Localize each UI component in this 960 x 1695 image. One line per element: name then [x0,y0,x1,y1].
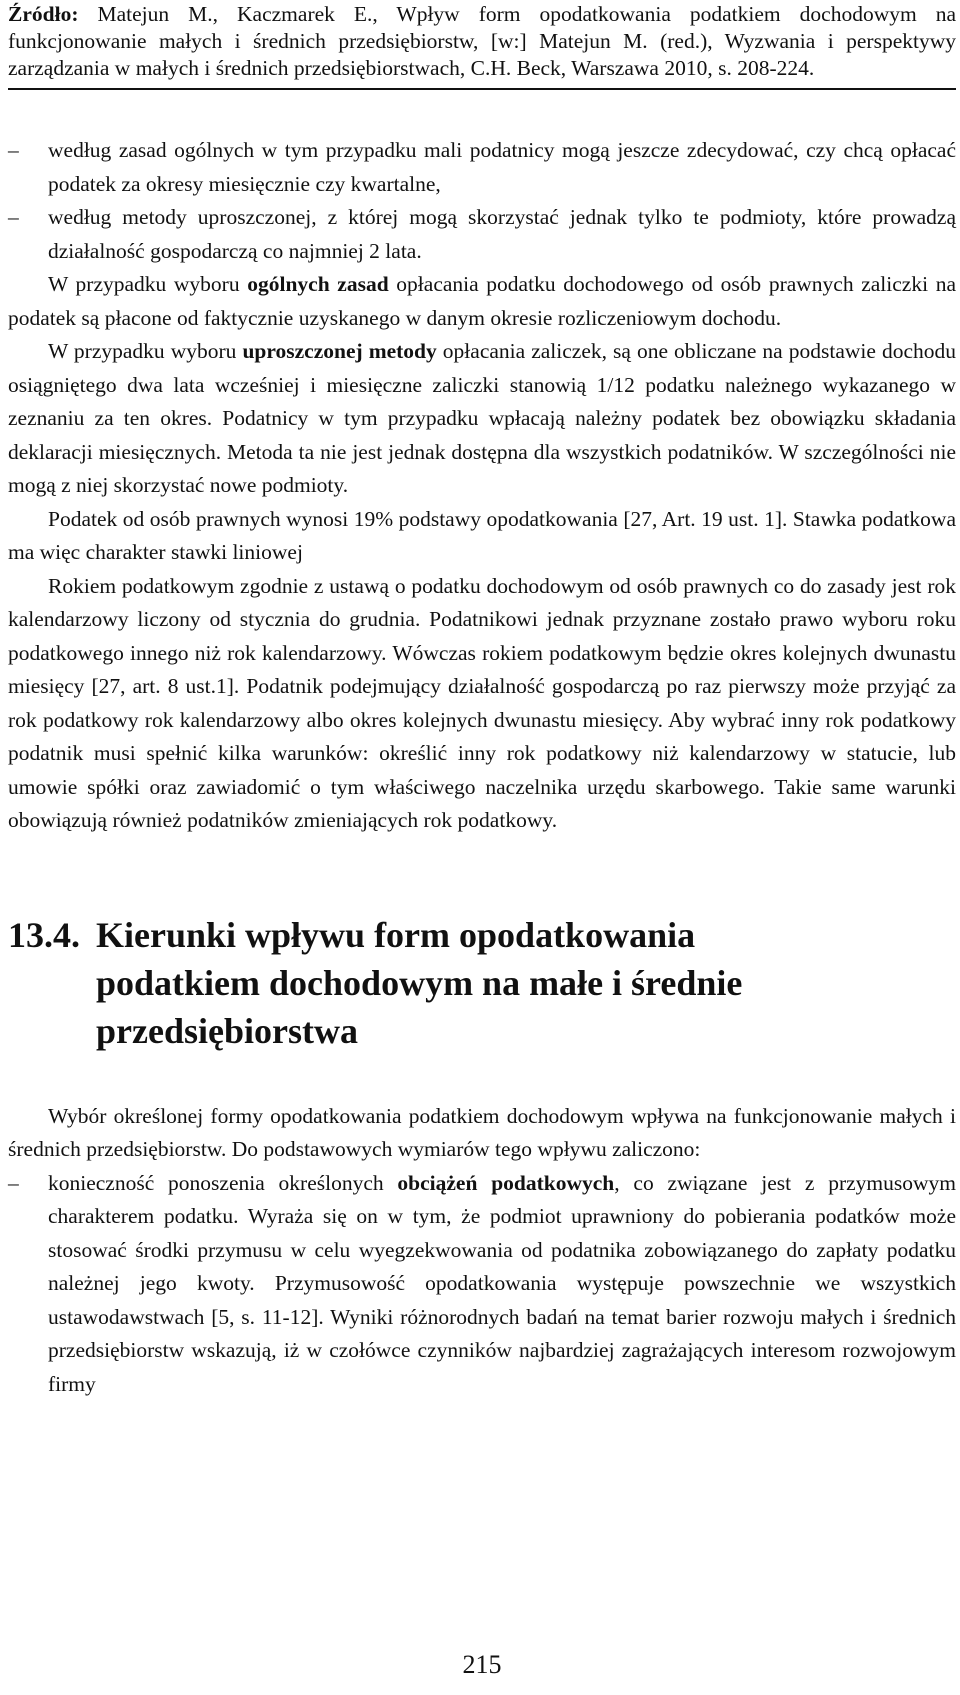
source-label: Źródło: [8,2,79,26]
dash-bullet: – [8,138,19,162]
section-title: Kierunki wpływu form opodatkowania podatkiem dochodowym na małe i średnie przedsiębiorstwa [96,914,743,1051]
paragraph-text: W przypadku wyboru [48,339,243,363]
paragraph-general-rules [8,268,956,335]
source-text: Matejun M., Kaczmarek E., Wpływ form opodatkowania podatkiem dochodowym na funkcjonowanie małych i średnich przedsiębiorstw, [w:] Matejun M. (red.), Wyzwania i perspektywy zarządzania w małych i średnich przedsiębiorstwach, C.H. Beck, Warszawa 2010, s. 208-224. [8,2,956,80]
dash-bullet: – [8,1170,19,1195]
paragraph-text: opłacania zaliczek, są one obliczane na podstawie dochodu osiągniętego dwa lata wcześniej i miesięczne zaliczki stanowią 1/12 podatku należnego wykazanego w zeznaniu za ten okres. Podatnicy w tym przypadku wpłacają należny podatek bez obowiązku składania deklaracji miesięcznych. Metoda ta nie jest jednak dostępna dla wszystkich podatników. W szczególności nie mogą z niej skorzystać nowe podmioty. [8,339,956,497]
document-page [8,0,956,1695]
paragraph-text: W przypadku wyboru [48,272,248,296]
dash-bullet: – [8,205,19,229]
list-item-text [48,1167,956,1402]
bold-term: uproszczonej metody [242,339,437,363]
paragraph-tax-year: Rokiem podatkowym zgodnie z ustawą o podatku dochodowym od osób prawnych co do zasady jest rok kalendarzowy liczony od stycznia do grudnia. Podatnikowi jednak przyznane zostało prawo wyboru roku podatkowego innego niż rok kalendarzowy. Wówczas rokiem podatkowym będzie okres kolejnych dwunastu miesięcy [27, art. 8 ust.1]. Podatnik podejmujący działalność gospodarczą po raz pierwszy może przyjąć za rok podatkowy rok kalendarzowy albo okres kolejnych dwunastu miesięcy. Aby wybrać inny rok podatkowy podatnik musi spełnić kilka warunków: określić inny rok podatkowy niż kalendarzowy w statucie, lub umowie spółki oraz zawiadomić o tym właściwego naczelnika urzędu skarbowego. Takie same warunki obowiązują również podatników zmieniających rok podatkowy. [8,573,956,832]
list-item [8,1167,956,1402]
page-number: 215 [462,1650,502,1679]
list-item [8,201,956,268]
paragraph-text: konieczność ponoszenia określonych [48,1170,398,1195]
source-citation [8,0,956,90]
section-intro: Wybór określonej formy opodatkowania podatkiem dochodowym wpływa na funkcjonowanie małych i średnich przedsiębiorstw. Do podstawowych wymiarów tego wpływu zaliczono: [8,1103,956,1161]
list-item-text: według metody uproszczonej, z której mogą skorzystać jednak tylko te podmioty, które prowadzą działalność gospodarczą co najmniej 2 lata. [48,205,956,263]
section-heading [8,911,956,1055]
list-item [8,134,956,201]
paragraph-simplified-method [8,335,956,503]
bold-term: obciążeń podatkowych [397,1170,615,1195]
bold-term: ogólnych zasad [247,272,389,296]
section-number: 13.4. [8,914,80,955]
list-item-text: według zasad ogólnych w tym przypadku mali podatnicy mogą jeszcze zdecydować, czy chcą opłacać podatek za okresy miesięcznie czy kwartalne, [48,138,956,196]
paragraph-text: , co związane jest z przymusowym charakterem podatku. Wyraża się on w tym, że podmiot uprawniony do pobierania podatków może stosować środki przymusu w celu wyegzekwowania od podatnika zobowiązanego do zapłaty podatku należnej jego kwoty. Przymusowość opodatkowania występuje powszechnie we wszystkich ustawodawstwach [5, s. 11-12]. Wyniki różnorodnych badań na temat barier rozwoju małych i średnich przedsiębiorstw wskazują, iż w czołówce czynników najbardziej zagrażających interesom rozwojowym firmy [48,1170,956,1396]
paragraph-tax-rate: Podatek od osób prawnych wynosi 19% podstawy opodatkowania [27, Art. 19 ust. 1]. Stawka podatkowa ma więc charakter stawki liniowej [8,506,956,564]
paragraph-text: opłacania podatku dochodowego od osób prawnych zaliczki na podatek są płacone od faktycznie uzyskanego w danym okresie rozliczeniowym dochodu. [8,272,956,330]
